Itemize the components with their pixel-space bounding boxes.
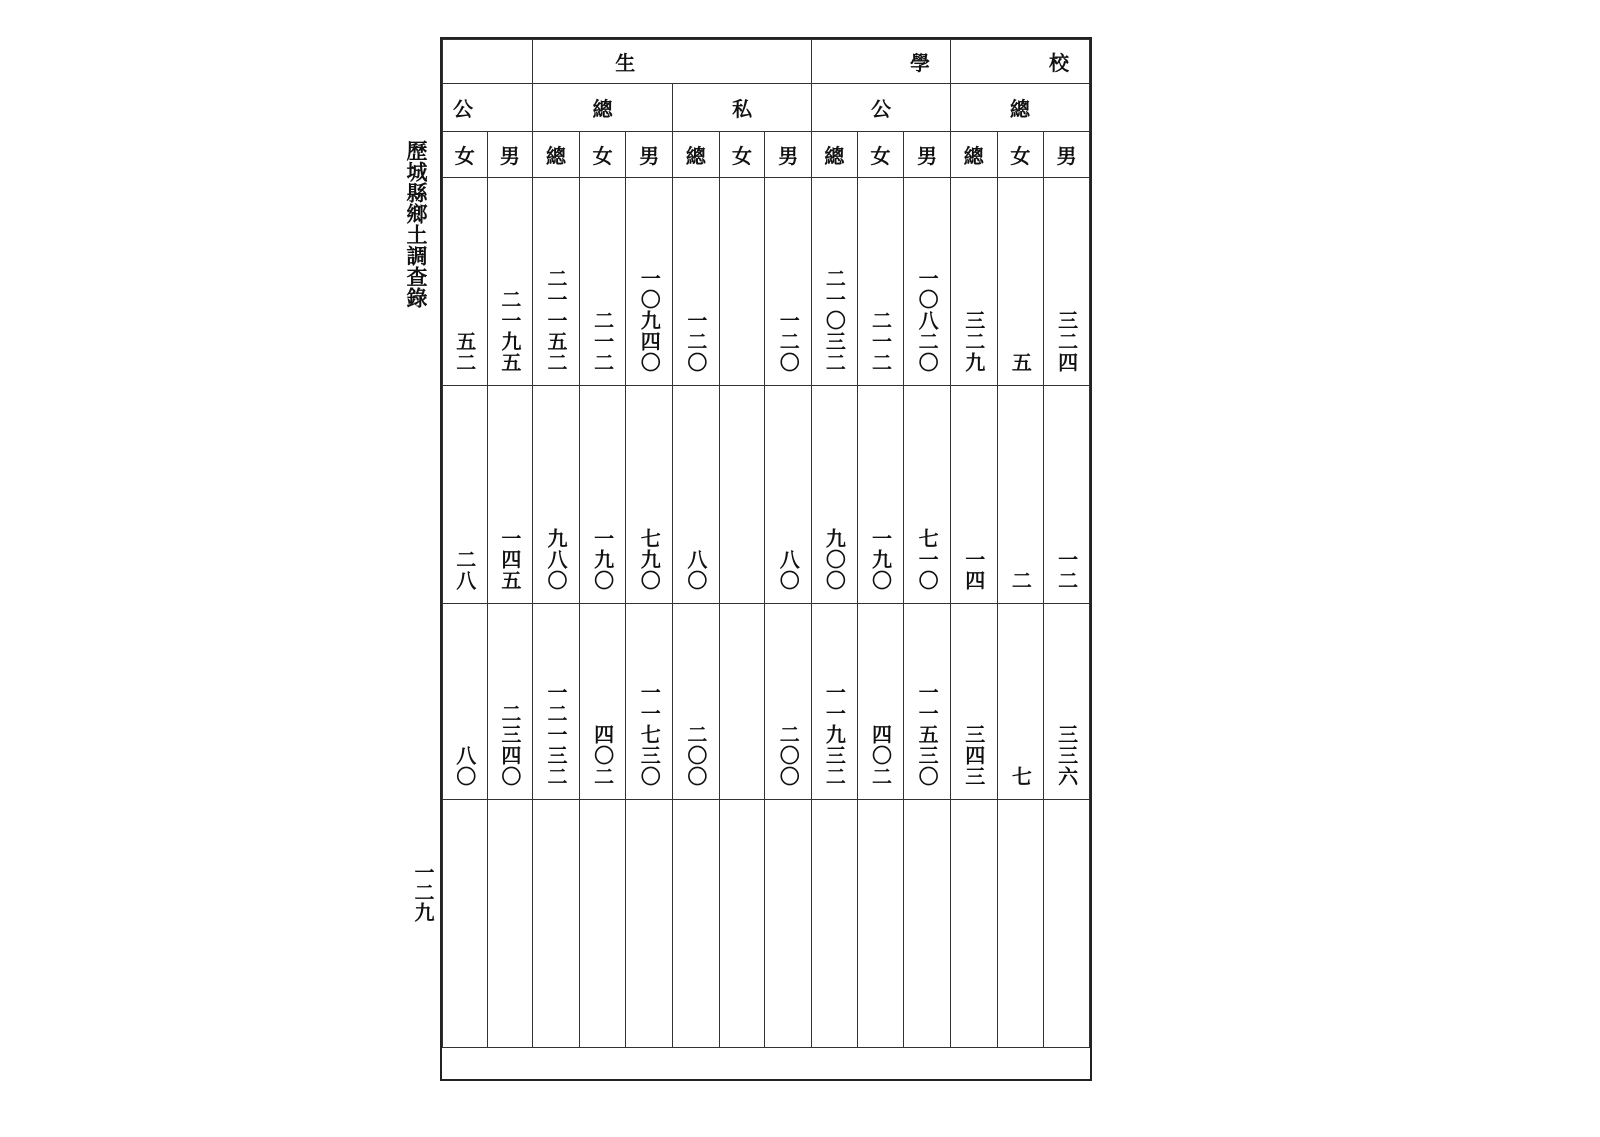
table-cell: 一二〇 bbox=[683, 310, 708, 373]
table-cell: 四〇二 bbox=[590, 724, 615, 787]
table-cell: 一〇九四〇 bbox=[637, 268, 662, 373]
table-cell: 九〇〇 bbox=[822, 528, 847, 591]
group-header-private-students: 私 bbox=[673, 84, 812, 132]
subheader-cell: 男 bbox=[904, 132, 951, 178]
table-cell: 一一九三二 bbox=[822, 682, 847, 787]
table-row bbox=[443, 386, 1090, 604]
table-row bbox=[443, 800, 1090, 1048]
table-cell: 一二 bbox=[1054, 549, 1079, 591]
subheader-cell: 女 bbox=[443, 132, 488, 178]
table-cell: 二〇〇 bbox=[776, 724, 801, 787]
table-cell: 二一一五二 bbox=[544, 268, 569, 373]
table-cell: 八〇 bbox=[452, 745, 477, 787]
table-cell: 二八 bbox=[452, 549, 477, 591]
header-xue: 學 bbox=[812, 40, 951, 84]
subheader-cell: 女 bbox=[997, 132, 1044, 178]
table-cell: 七九〇 bbox=[637, 528, 662, 591]
statistics-table-grid bbox=[442, 39, 1090, 1048]
table-cell: 八〇 bbox=[683, 549, 708, 591]
table-cell: 四〇二 bbox=[868, 724, 893, 787]
subheader-cell: 總 bbox=[812, 132, 858, 178]
subheader-cell: 總 bbox=[673, 132, 720, 178]
group-header-public-students: 公 bbox=[812, 84, 951, 132]
group-header-public-left: 公 bbox=[443, 84, 533, 132]
header-blank bbox=[443, 40, 533, 84]
table-cell: 三二九 bbox=[961, 310, 986, 373]
subheader-cell: 男 bbox=[1044, 132, 1090, 178]
table-cell: 五 bbox=[1008, 352, 1033, 373]
table-cell: 七一〇 bbox=[915, 528, 940, 591]
subheader-cell: 男 bbox=[765, 132, 812, 178]
table-cell: 二一二 bbox=[868, 310, 893, 373]
subheader-cell: 女 bbox=[579, 132, 626, 178]
table-cell: 三二四 bbox=[1054, 310, 1079, 373]
table-cell: 二一〇三二 bbox=[822, 268, 847, 373]
table-cell: 五二 bbox=[452, 331, 477, 373]
group-header-total-schools: 總 bbox=[950, 84, 1089, 132]
table-cell: 一九〇 bbox=[868, 528, 893, 591]
subheader-cell: 總 bbox=[950, 132, 997, 178]
header-sheng: 生 bbox=[533, 40, 812, 84]
page-number: 一二九 bbox=[411, 862, 435, 922]
table-cell: 八〇 bbox=[776, 549, 801, 591]
table-cell: 二三四〇 bbox=[497, 703, 522, 787]
table-cell: 三三六 bbox=[1054, 724, 1079, 787]
page-title: 歷城縣鄉土調查錄 bbox=[404, 140, 429, 308]
table-cell: 一四五 bbox=[497, 528, 522, 591]
table-cell: 二一九五 bbox=[497, 289, 522, 373]
header-xiao: 校 bbox=[950, 40, 1089, 84]
table-cell: 九八〇 bbox=[544, 528, 569, 591]
subheader-cell: 女 bbox=[857, 132, 904, 178]
table-row bbox=[443, 178, 1090, 386]
group-header-total-students: 總 bbox=[533, 84, 673, 132]
table-cell: 二〇〇 bbox=[683, 724, 708, 787]
table-cell: 三四三 bbox=[961, 724, 986, 787]
table-row bbox=[443, 604, 1090, 800]
table-cell: 一九〇 bbox=[590, 528, 615, 591]
table-cell: 一二一三二 bbox=[544, 682, 569, 787]
statistics-table bbox=[440, 37, 1092, 1081]
table-cell: 一一五三〇 bbox=[915, 682, 940, 787]
table-cell: 二 bbox=[1008, 570, 1033, 591]
subheader-cell: 總 bbox=[533, 132, 580, 178]
subheader-cell: 男 bbox=[626, 132, 673, 178]
table-cell: 一四 bbox=[961, 549, 986, 591]
subheader-cell: 男 bbox=[487, 132, 533, 178]
subheader-cell: 女 bbox=[719, 132, 765, 178]
table-cell: 一〇八二〇 bbox=[915, 268, 940, 373]
table-cell: 一一七三〇 bbox=[637, 682, 662, 787]
table-cell: 七 bbox=[1008, 766, 1033, 787]
table-cell: 一二〇 bbox=[776, 310, 801, 373]
table-cell: 二一二 bbox=[590, 310, 615, 373]
